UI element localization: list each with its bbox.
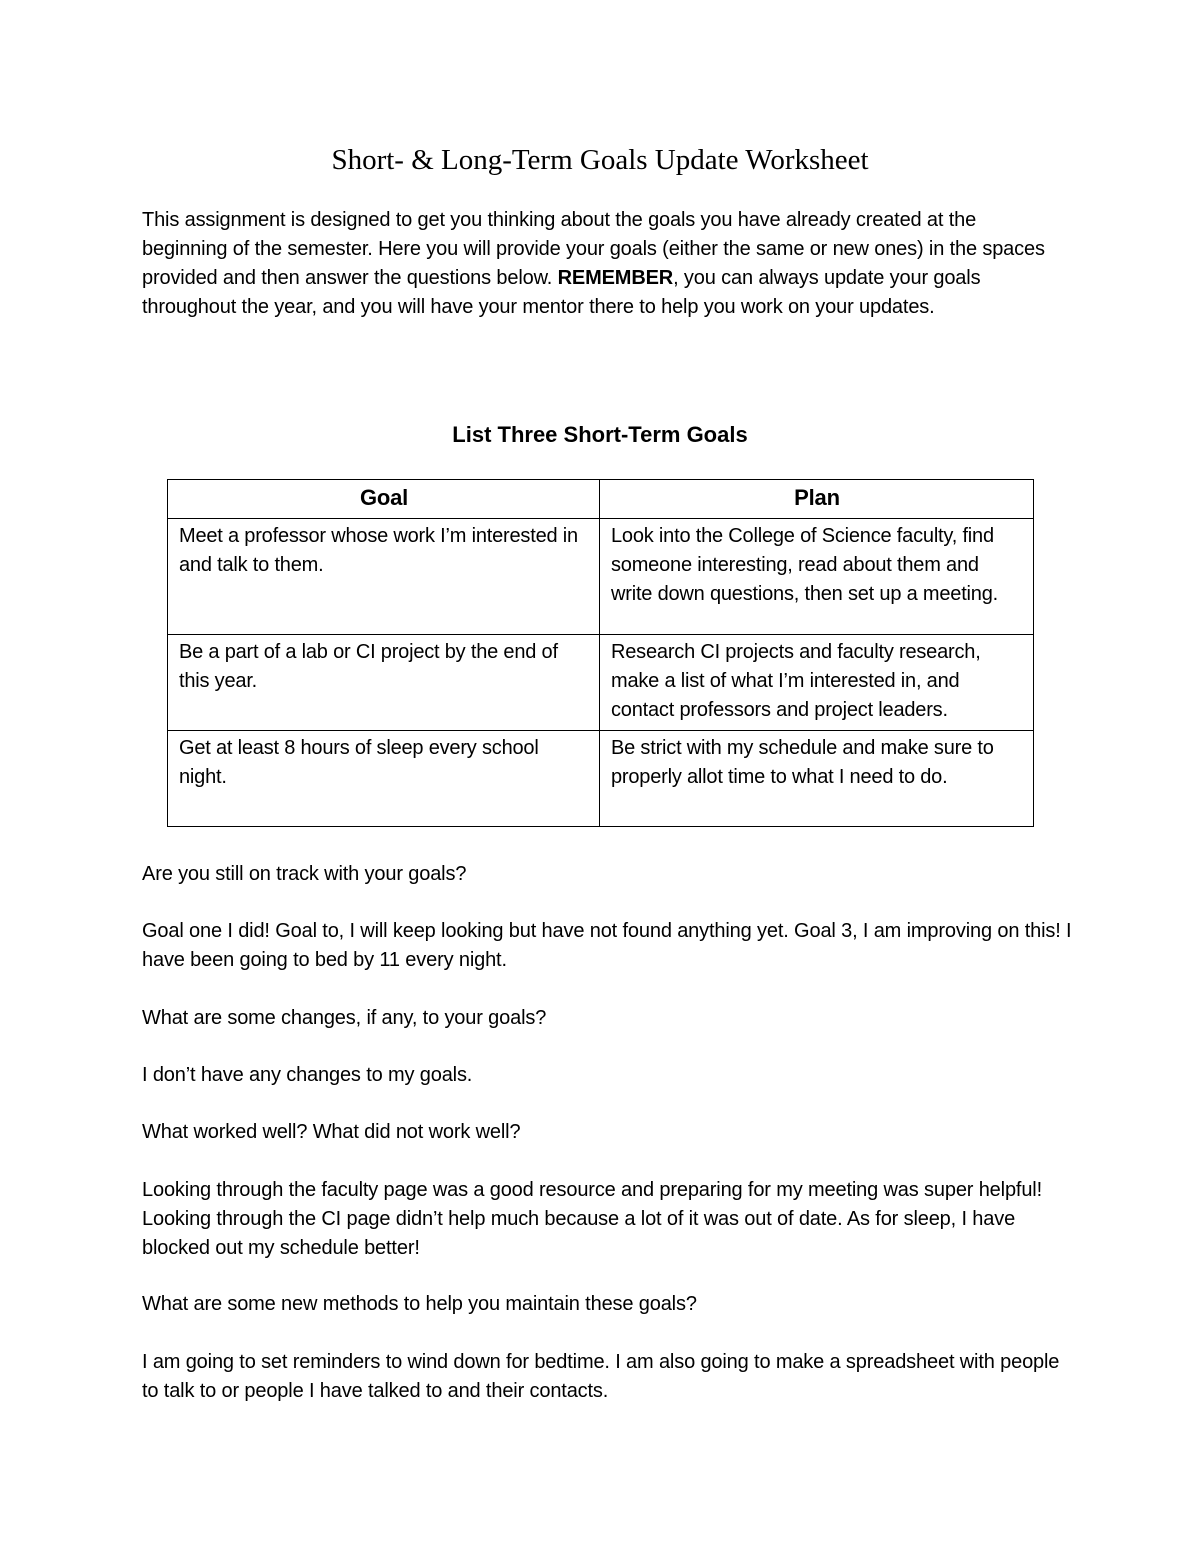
question-1: Are you still on track with your goals? [142,863,467,885]
answer-3: Looking through the faculty page was a good resource and preparing for my meeting was super helpful! Looking through the CI page didn’t help much because a lot of it was out of date. As for sleep, I have blocked out my schedule better! [142,1179,1043,1259]
answer-2: I don’t have any changes to my goals. [142,1064,473,1086]
answer-4: I am going to set reminders to wind down for bedtime. I am also going to make a spreadsheet with people to talk to or people I have talked to and their contacts. [142,1351,1060,1402]
goals-table [167,479,1034,827]
question-4: What are some new methods to help you maintain these goals? [142,1293,697,1315]
plan-cell: Look into the College of Science faculty, find someone interesting, read about them and write down questions, then set up a meeting. [600,519,1034,635]
question-3: What worked well? What did not work well? [142,1121,521,1143]
plan-cell: Research CI projects and faculty research, make a list of what I’m interested in, and contact professors and project leaders. [600,635,1034,731]
section-heading: List Three Short-Term Goals [452,422,748,447]
goal-cell: Be a part of a lab or CI project by the end of this year. [168,635,600,731]
table-header-row [168,480,1034,519]
page-title: Short- & Long-Term Goals Update Worksheet [331,144,869,176]
goal-column-header: Goal [168,480,600,519]
table-row [168,519,1034,635]
table-row [168,731,1034,827]
plan-column-header: Plan [600,480,1034,519]
intro-text-part2: , you can always update your goals throughout the year, and you will have your mentor there to help you work on your updates. [142,267,981,318]
goal-cell: Get at least 8 hours of sleep every school night. [168,731,600,827]
intro-paragraph [142,206,1062,322]
plan-cell: Be strict with my schedule and make sure to properly allot time to what I need to do. [600,731,1034,827]
intro-text-part1: This assignment is designed to get you thinking about the goals you have already created at the beginning of the semester. Here you will provide your goals (either the same or new ones) in the spaces provided and then answer the questions below. [142,209,1045,289]
question-2: What are some changes, if any, to your goals? [142,1007,547,1029]
goal-cell: Meet a professor whose work I’m interested in and talk to them. [168,519,600,635]
table-row [168,635,1034,731]
answer-1: Goal one I did! Goal to, I will keep looking but have not found anything yet. Goal 3, I am improving on this! I have been going to bed by 11 every night. [142,920,1072,971]
intro-emphasis: REMEMBER [557,267,674,289]
